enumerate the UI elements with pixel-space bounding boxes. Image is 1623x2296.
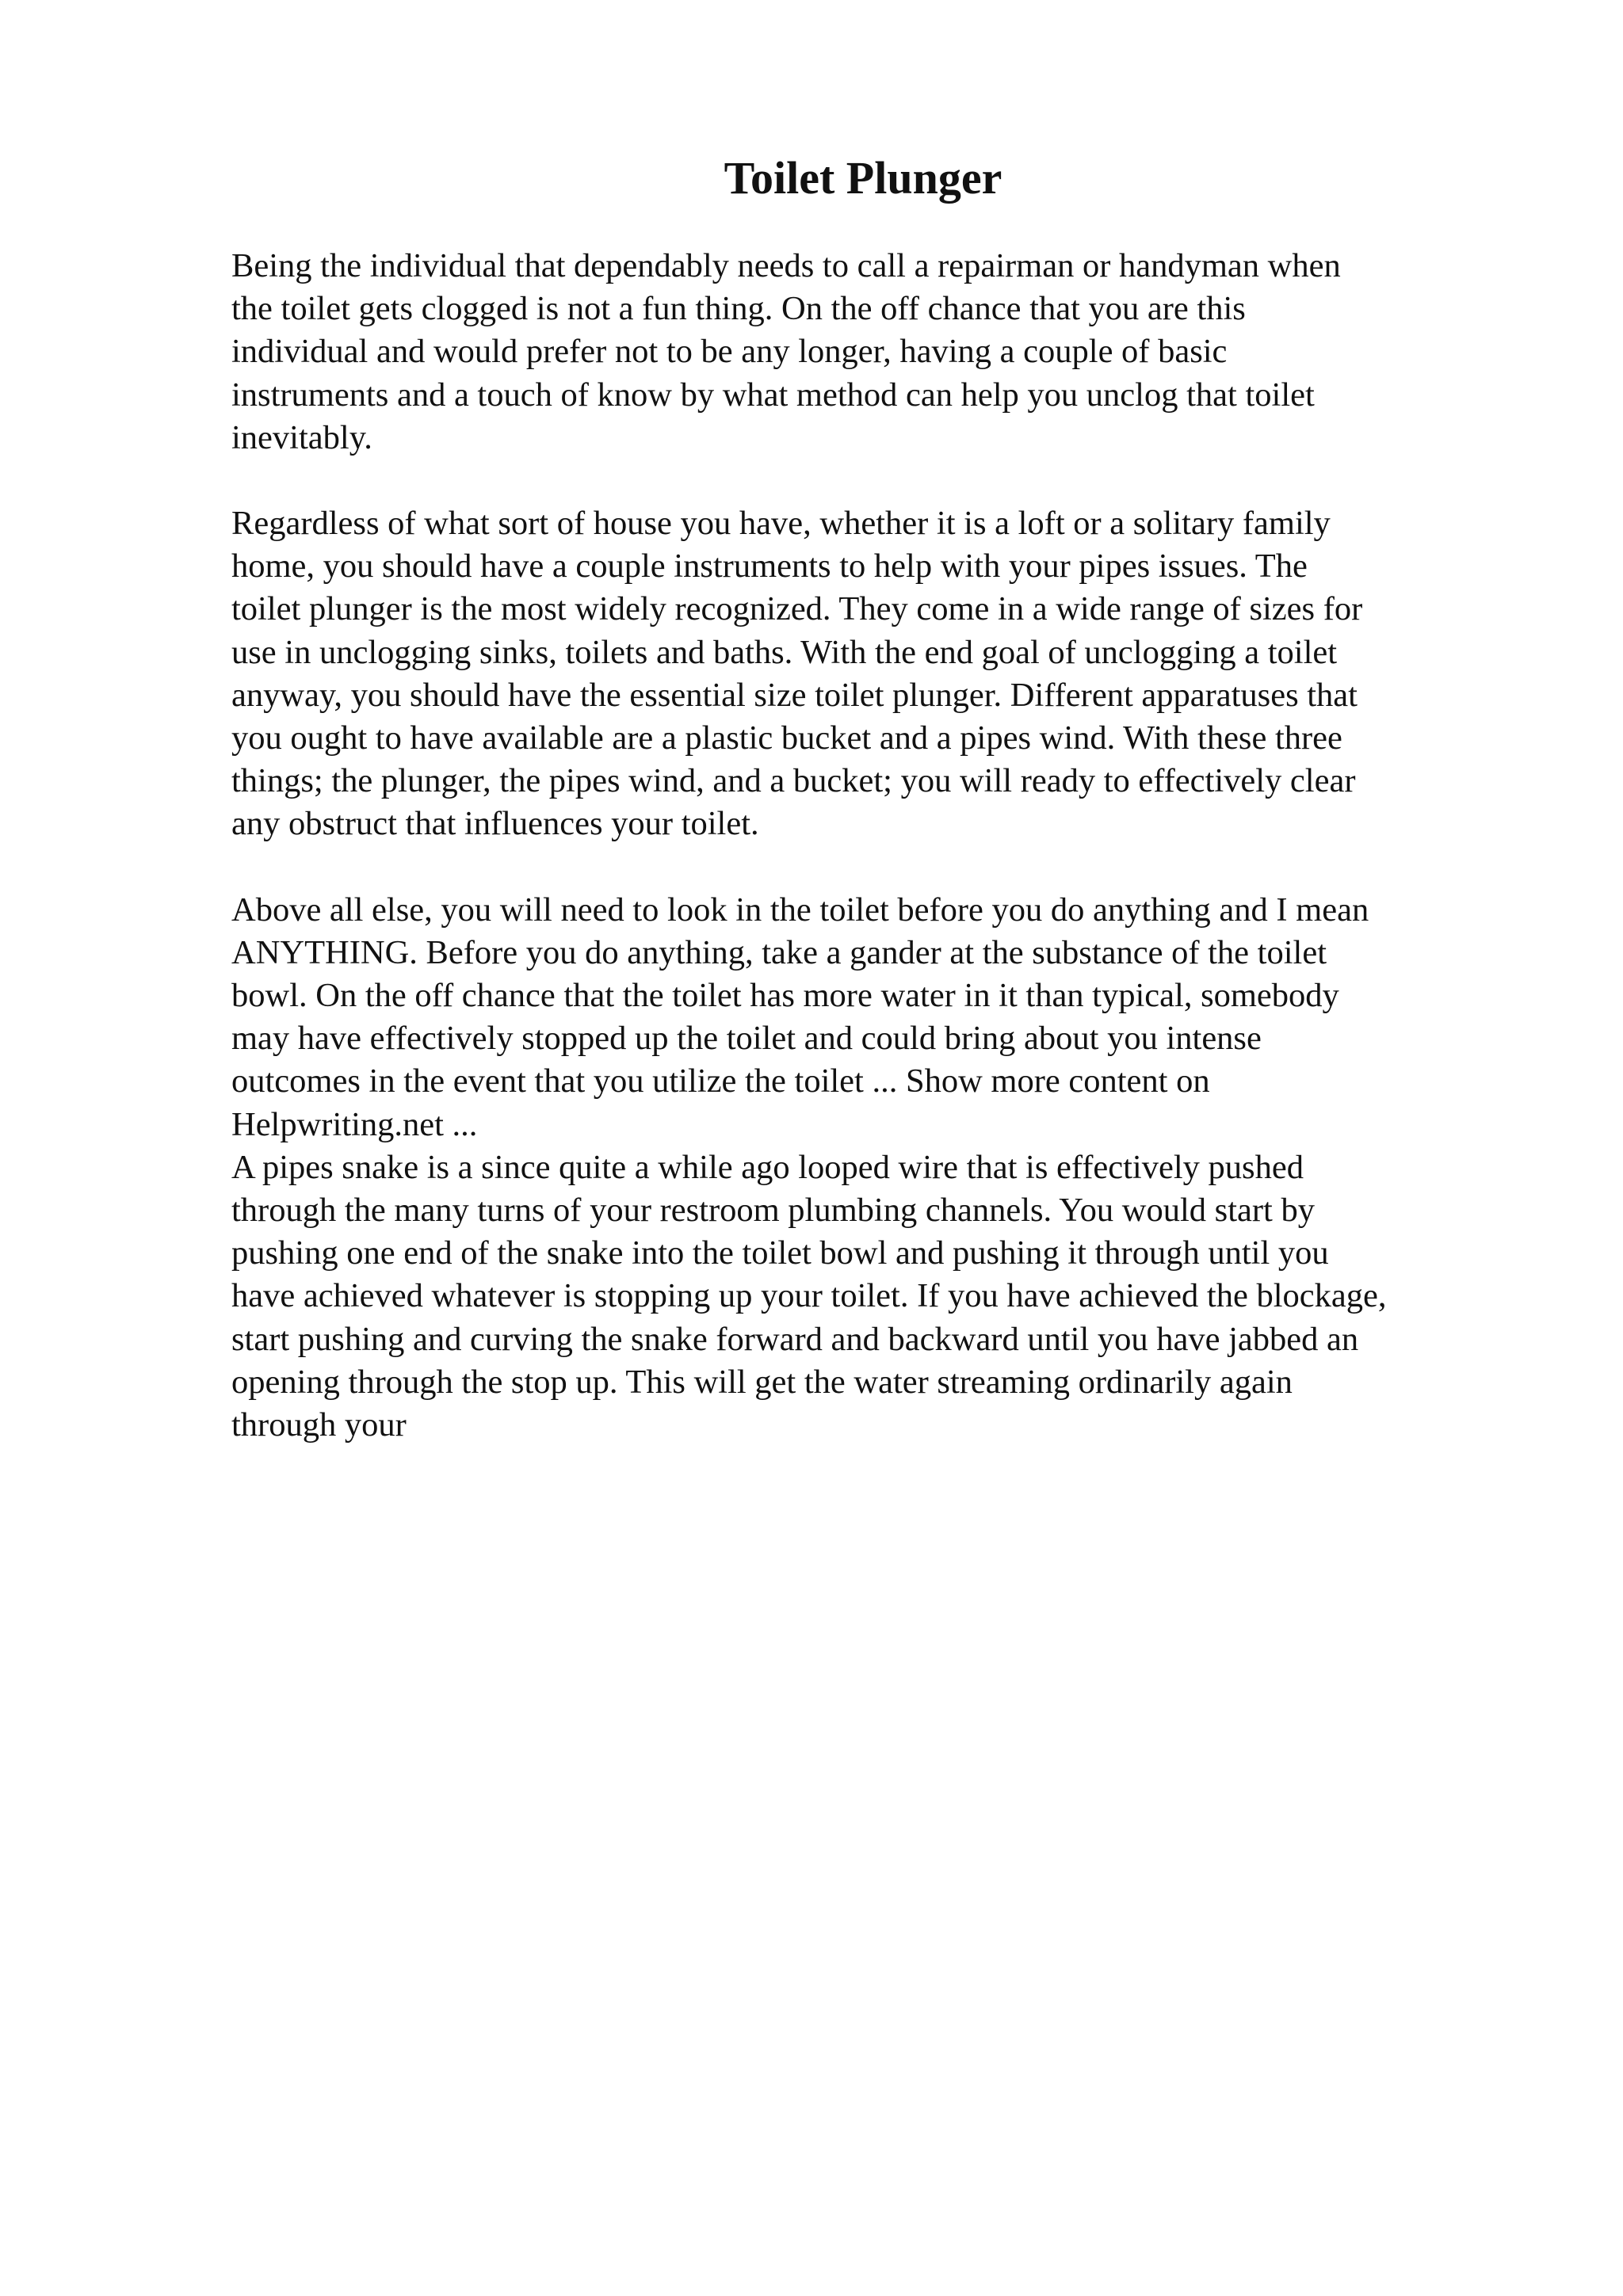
text-line: home, you should have a couple instruments to help with your pipes issues. The [231, 547, 1308, 585]
text-line: the toilet gets clogged is not a fun thing. On the off chance that you are this [231, 290, 1246, 328]
text-line: have achieved whatever is stopping up your toilet. If you have achieved the blockage, [231, 1277, 1387, 1315]
document-body [231, 245, 1515, 1447]
document-title: Toilet Plunger [724, 152, 1002, 204]
text-line: toilet plunger is the most widely recognized. They come in a wide range of sizes for [231, 590, 1363, 628]
paragraph-1 [231, 245, 1515, 460]
text-line: any obstruct that influences your toilet. [231, 805, 759, 843]
text-line: opening through the stop up. This will get the water streaming ordinarily again [231, 1363, 1293, 1401]
text-line: A pipes snake is a since quite a while ago looped wire that is effectively pushed [231, 1148, 1304, 1186]
text-line: Above all else, you will need to look in the toilet before you do anything and I mean [231, 891, 1369, 929]
text-line: you ought to have available are a plastic bucket and a pipes wind. With these three [231, 719, 1342, 757]
text-line: pushing one end of the snake into the toilet bowl and pushing it through until you [231, 1234, 1329, 1272]
text-line: Helpwriting.net ... [231, 1105, 478, 1143]
text-line: Regardless of what sort of house you have, whether it is a loft or a solitary family [231, 505, 1331, 543]
text-line: bowl. On the off chance that the toilet has more water in it than typical, somebody [231, 977, 1339, 1015]
text-line: through your [231, 1406, 407, 1444]
paragraph-spacer [231, 846, 1515, 889]
text-line: use in unclogging sinks, toilets and baths. With the end goal of unclogging a toilet [231, 633, 1338, 671]
text-line: instruments and a touch of know by what method can help you unclog that toilet [231, 376, 1315, 414]
text-line: anyway, you should have the essential size toilet plunger. Different apparatuses that [231, 676, 1358, 714]
paragraph-spacer [231, 460, 1515, 502]
text-line: outcomes in the event that you utilize the toilet ... Show more content on [231, 1062, 1210, 1100]
paragraph-3 [231, 889, 1515, 1146]
text-line: Being the individual that dependably needs to call a repairman or handyman when [231, 247, 1341, 284]
paragraph-4 [231, 1146, 1515, 1447]
text-line: may have effectively stopped up the toilet and could bring about you intense [231, 1020, 1262, 1058]
text-line: individual and would prefer not to be any longer, having a couple of basic [231, 333, 1228, 371]
text-line: ANYTHING. Before you do anything, take a gander at the substance of the toilet [231, 933, 1327, 971]
text-line: through the many turns of your restroom plumbing channels. You would start by [231, 1192, 1315, 1230]
text-line: things; the plunger, the pipes wind, and a bucket; you will ready to effectively clear [231, 762, 1356, 800]
text-line: inevitably. [231, 418, 372, 456]
paragraph-2 [231, 502, 1515, 846]
text-line: start pushing and curving the snake forward and backward until you have jabbed an [231, 1320, 1359, 1358]
